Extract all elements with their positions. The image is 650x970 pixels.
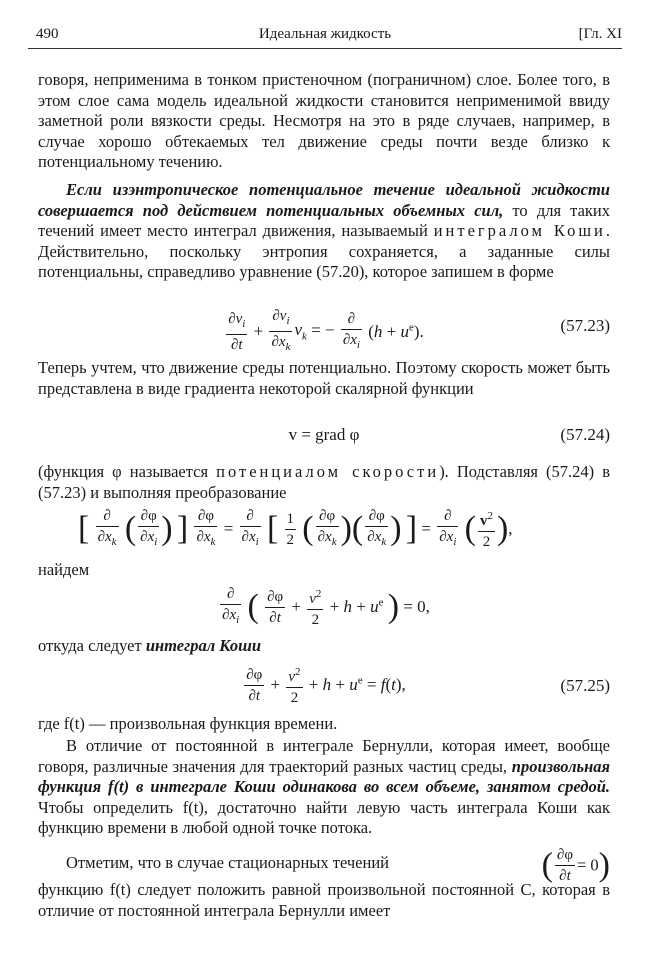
- equation-number: (57.24): [560, 425, 610, 444]
- paragraph-1: говоря, неприменима в тонком пристеночном (пограничном) слое. Более того, в этом слое сама модель идеальной жидкости становится неприменимой ввиду заметной роли вязкости среды. Несмотря на это в ряде случаев, например, в случае хорошо обтекаемых тел движение среды почти везде близко к потенциальному течению.: [38, 70, 610, 171]
- running-title: Идеальная жидкость: [258, 26, 392, 42]
- chapter-label: [Гл. XI: [578, 26, 622, 42]
- page-number: 490: [36, 26, 59, 42]
- paragraph-8: В отличие от постоянной в интеграле Бернулли, которая имеет, вообще говоря, различные значения для траекторий разных частиц среды, произвольная функция f(t) в интеграле Коши одинакова во всем объеме, занятом средой. Чтобы определить f(t), достаточно найти левую часть интеграла Коши как функцию времени в любой одной точке потока.: [38, 736, 610, 837]
- equation-body: v = grad φ: [288, 425, 360, 444]
- emphasis-text: произвольная функция f(t) в интеграле Коши одинакова во всем объеме, занятом средой.: [38, 756, 610, 796]
- paragraph-3: Теперь учтем, что движение среды потенциально. Поэтому скорость может быть представлена в виде градиента некоторой скалярной функции: [38, 358, 610, 398]
- stationary-condition: ( $\frac{\partial\varphi}{\partial t}$ = 0): [541, 846, 610, 884]
- paragraph-9: Отметим, что в случае стационарных течений ( $\frac{\partial\varphi}{\partial t}$ = 0): [66, 846, 610, 884]
- equation-number: (57.25): [560, 676, 610, 695]
- paragraph-10: функцию f(t) следует положить равной произвольной постоянной C, которая в отличие от постоянной интеграла Бернулли имеет: [38, 880, 610, 920]
- spaced-term: потенциалом скорости: [216, 462, 440, 481]
- page-header: [28, 26, 622, 49]
- paragraph-2: Если изэнтропическое потенциальное течение идеальной жидкости совершается под действием потенциальных объемных сил, то для таких течений имеет место интеграл движения, называемый интегралом Коши. Действительно, поскольку энтропия сохраняется, а заданные силы потенциальны, справедливо уравнение (57.20), которое запишем в форме: [38, 180, 611, 281]
- equation-57-25: $\frac{\partial\varphi}{\partial t}$ + $\frac{v^2}{2}$ + $h + u^e = f(t)$, (57.25): [38, 662, 610, 708]
- emphasis-text: Если изэнтропическое потенциальное течение идеальной жидкости совершается под действием потенциальных объемных сил,: [38, 180, 610, 220]
- equation-57-24: [38, 425, 610, 445]
- paragraph-6: откуда следует интеграл Коши: [38, 636, 262, 655]
- spaced-term: интегралом Коши: [433, 221, 606, 240]
- equation-intermediate: $\frac{\partial}{\partial x_i}$ ( $\frac{\partial\varphi}{\partial t}$ + $\frac{v^2}{2}$ + $h + u^e$ ) = 0,: [222, 586, 430, 628]
- equation-number: (57.23): [560, 316, 610, 335]
- paragraph-5: найдем: [38, 560, 90, 579]
- equation-transformation: [ $\frac{\partial}{\partial x_k}$ ( $\frac{\partial\varphi}{\partial x_i}$ ) ] $\frac{\partial\varphi}{\partial x_k}$ = $\frac{\partial}{\partial x_i}$ [ $\frac{1}{2}$ ( $\frac{\partial\varphi}{\partial x_k}$ )( $\frac{\partial\varphi}{\partial x_k}$ ) ] = $\frac{\partial}{\partial x_i}$ ( $\frac{v^2}{2}$ ),: [78, 508, 513, 550]
- paragraph-4: (функция φ называется потенциалом скорости). Подставляя (57.24) в (57.23) и выполняя преобразование: [38, 462, 611, 502]
- paragraph-7: где f(t) — произвольная функция времени.: [38, 714, 338, 733]
- emphasis-text: интеграл Коши: [145, 636, 262, 655]
- equation-57-23: $\frac{\partial v_i}{\partial t}$ + $\frac{\partial v_i}{\partial x_k}$ $v_k$ = − $\frac{\partial}{\partial x_i}$ $(h + u^e)$. (57.23): [228, 308, 610, 353]
